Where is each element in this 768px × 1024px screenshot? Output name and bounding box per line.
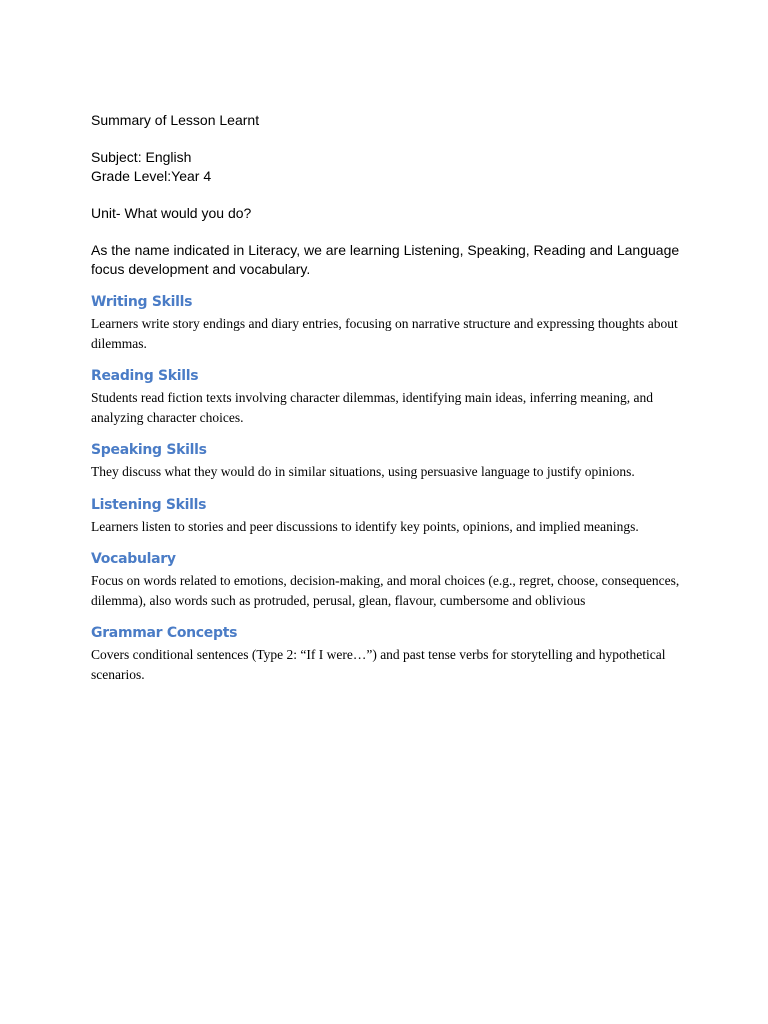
section-grammar-concepts — [91, 622, 691, 684]
section-reading-skills — [91, 365, 691, 427]
document-title: Summary of Lesson Learnt — [91, 112, 260, 128]
section-writing-skills — [91, 291, 691, 353]
section-vocabulary — [91, 548, 691, 610]
section-text: Students read fiction texts involving character dilemmas, identifying main ideas, inferring meaning, and analyzing character choices. — [91, 390, 653, 425]
document-meta — [91, 148, 691, 186]
section-text: Focus on words related to emotions, decision-making, and moral choices (e.g., regret, choose, consequences, dilemma), also words such as protruded, perusal, glean, flavour, cumbersome and oblivious — [91, 573, 680, 608]
intro-paragraph: As the name indicated in Literacy, we are learning Listening, Speaking, Reading and Language focus development and vocabulary. — [91, 242, 680, 277]
section-listening-skills — [91, 494, 691, 537]
unit-line: Unit- What would you do? — [91, 205, 252, 221]
document-page — [91, 111, 691, 696]
section-heading: Speaking Skills — [91, 442, 207, 458]
section-speaking-skills — [91, 439, 691, 482]
section-heading: Reading Skills — [91, 368, 199, 384]
section-heading: Listening Skills — [91, 496, 207, 513]
section-heading: Grammar Concepts — [91, 625, 238, 641]
grade-line: Grade Level:Year 4 — [91, 168, 212, 184]
section-text: They discuss what they would do in similar situations, using persuasive language to justify opinions. — [91, 464, 635, 479]
section-text: Learners listen to stories and peer discussions to identify key points, opinions, and implied meanings. — [91, 518, 639, 534]
section-text: Covers conditional sentences (Type 2: “If I were…”) and past tense verbs for storytelling and hypothetical scenarios. — [91, 647, 666, 682]
section-text: Learners write story endings and diary entries, focusing on narrative structure and expressing thoughts about dilemmas. — [91, 316, 678, 351]
subject-line: Subject: English — [91, 149, 192, 165]
section-heading: Vocabulary — [91, 551, 176, 567]
section-heading: Writing Skills — [91, 294, 193, 310]
